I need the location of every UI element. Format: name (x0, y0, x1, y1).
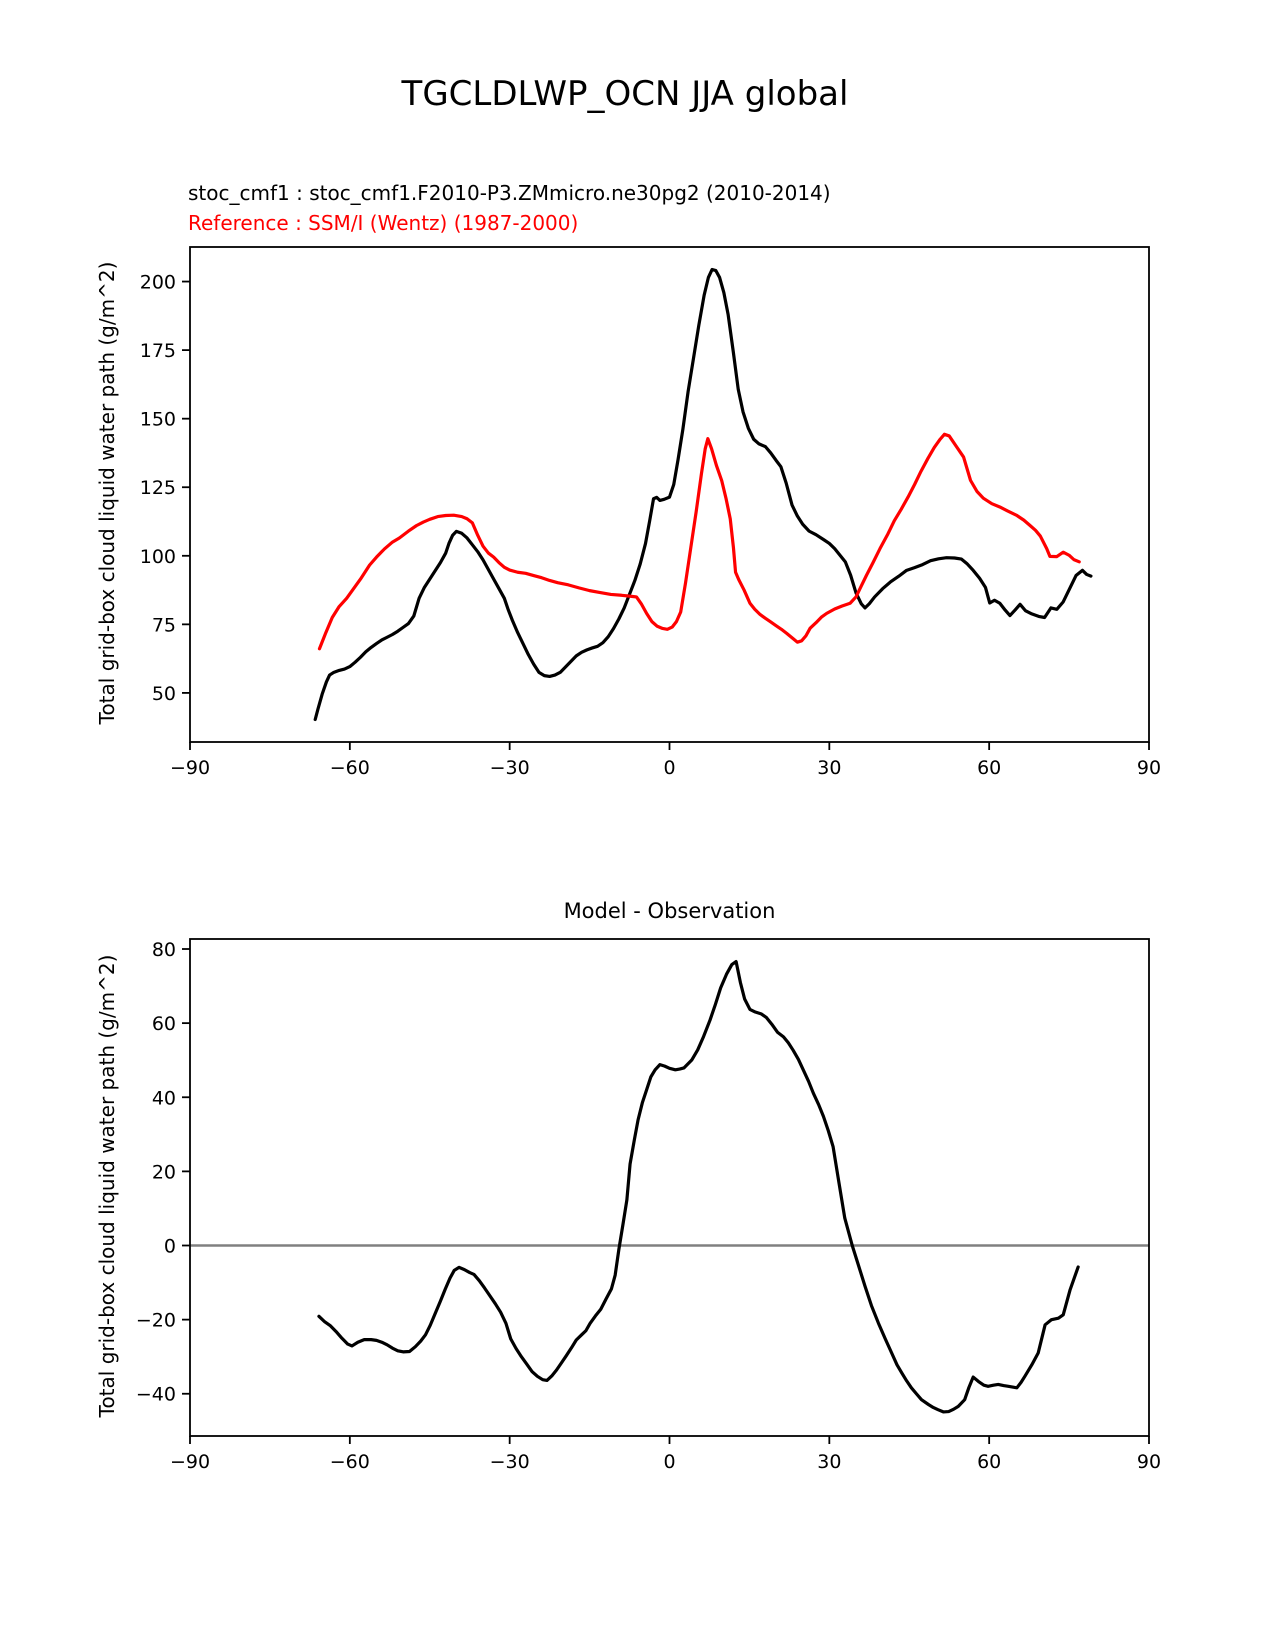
y-tick-label: 40 (151, 1087, 176, 1110)
y-tick-label: 75 (151, 614, 176, 637)
figure-title: TGCLDLWP_OCN JJA global (401, 74, 849, 114)
bottom-chart-plot (135, 939, 1162, 1473)
x-tick-label: −30 (489, 1451, 530, 1473)
y-tick-label: 150 (139, 408, 176, 431)
series-line-0 (315, 269, 1091, 719)
y-tick-label: 100 (139, 545, 176, 568)
y-tick-label: 50 (151, 682, 176, 705)
y-tick-label: 175 (139, 340, 176, 363)
y-tick-label: 20 (151, 1161, 176, 1184)
top-chart-plot (139, 247, 1162, 779)
x-tick-label: 0 (663, 757, 676, 779)
x-tick-label: 90 (1136, 1451, 1162, 1473)
x-tick-label: −90 (169, 1451, 211, 1473)
series-line-0 (319, 962, 1078, 1412)
y-tick-label: 200 (139, 271, 176, 294)
y-tick-label: −20 (135, 1309, 176, 1332)
x-tick-label: 30 (817, 1451, 842, 1473)
top-chart-y-axis-label: Total grid-box cloud liquid water path (g/m^2) (95, 261, 119, 725)
x-tick-label: −30 (489, 757, 530, 779)
series-line-1 (319, 434, 1079, 648)
x-tick-label: 0 (663, 1451, 676, 1473)
axes-spines (190, 939, 1149, 1436)
y-tick-label: −40 (135, 1383, 176, 1406)
y-tick-label: 60 (151, 1013, 176, 1036)
bottom-chart-y-axis-label: Total grid-box cloud liquid water path (g/m^2) (95, 954, 119, 1418)
x-tick-label: 30 (817, 757, 842, 779)
x-tick-label: −90 (169, 757, 211, 779)
x-tick-label: −60 (329, 1451, 370, 1473)
bottom-chart-title: Model - Observation (563, 899, 776, 923)
x-tick-label: 90 (1136, 757, 1162, 779)
legend-entry-model: stoc_cmf1 : stoc_cmf1.F2010-P3.ZMmicro.ne30pg2 (2010-2014) (188, 181, 831, 205)
x-tick-label: 60 (977, 1451, 1002, 1473)
y-tick-label: 125 (139, 477, 176, 500)
legend-entry-reference: Reference : SSM/I (Wentz) (1987-2000) (188, 211, 579, 235)
x-tick-label: 60 (977, 757, 1002, 779)
y-tick-label: 0 (163, 1235, 176, 1258)
y-tick-label: 80 (151, 939, 176, 962)
x-tick-label: −60 (329, 757, 370, 779)
